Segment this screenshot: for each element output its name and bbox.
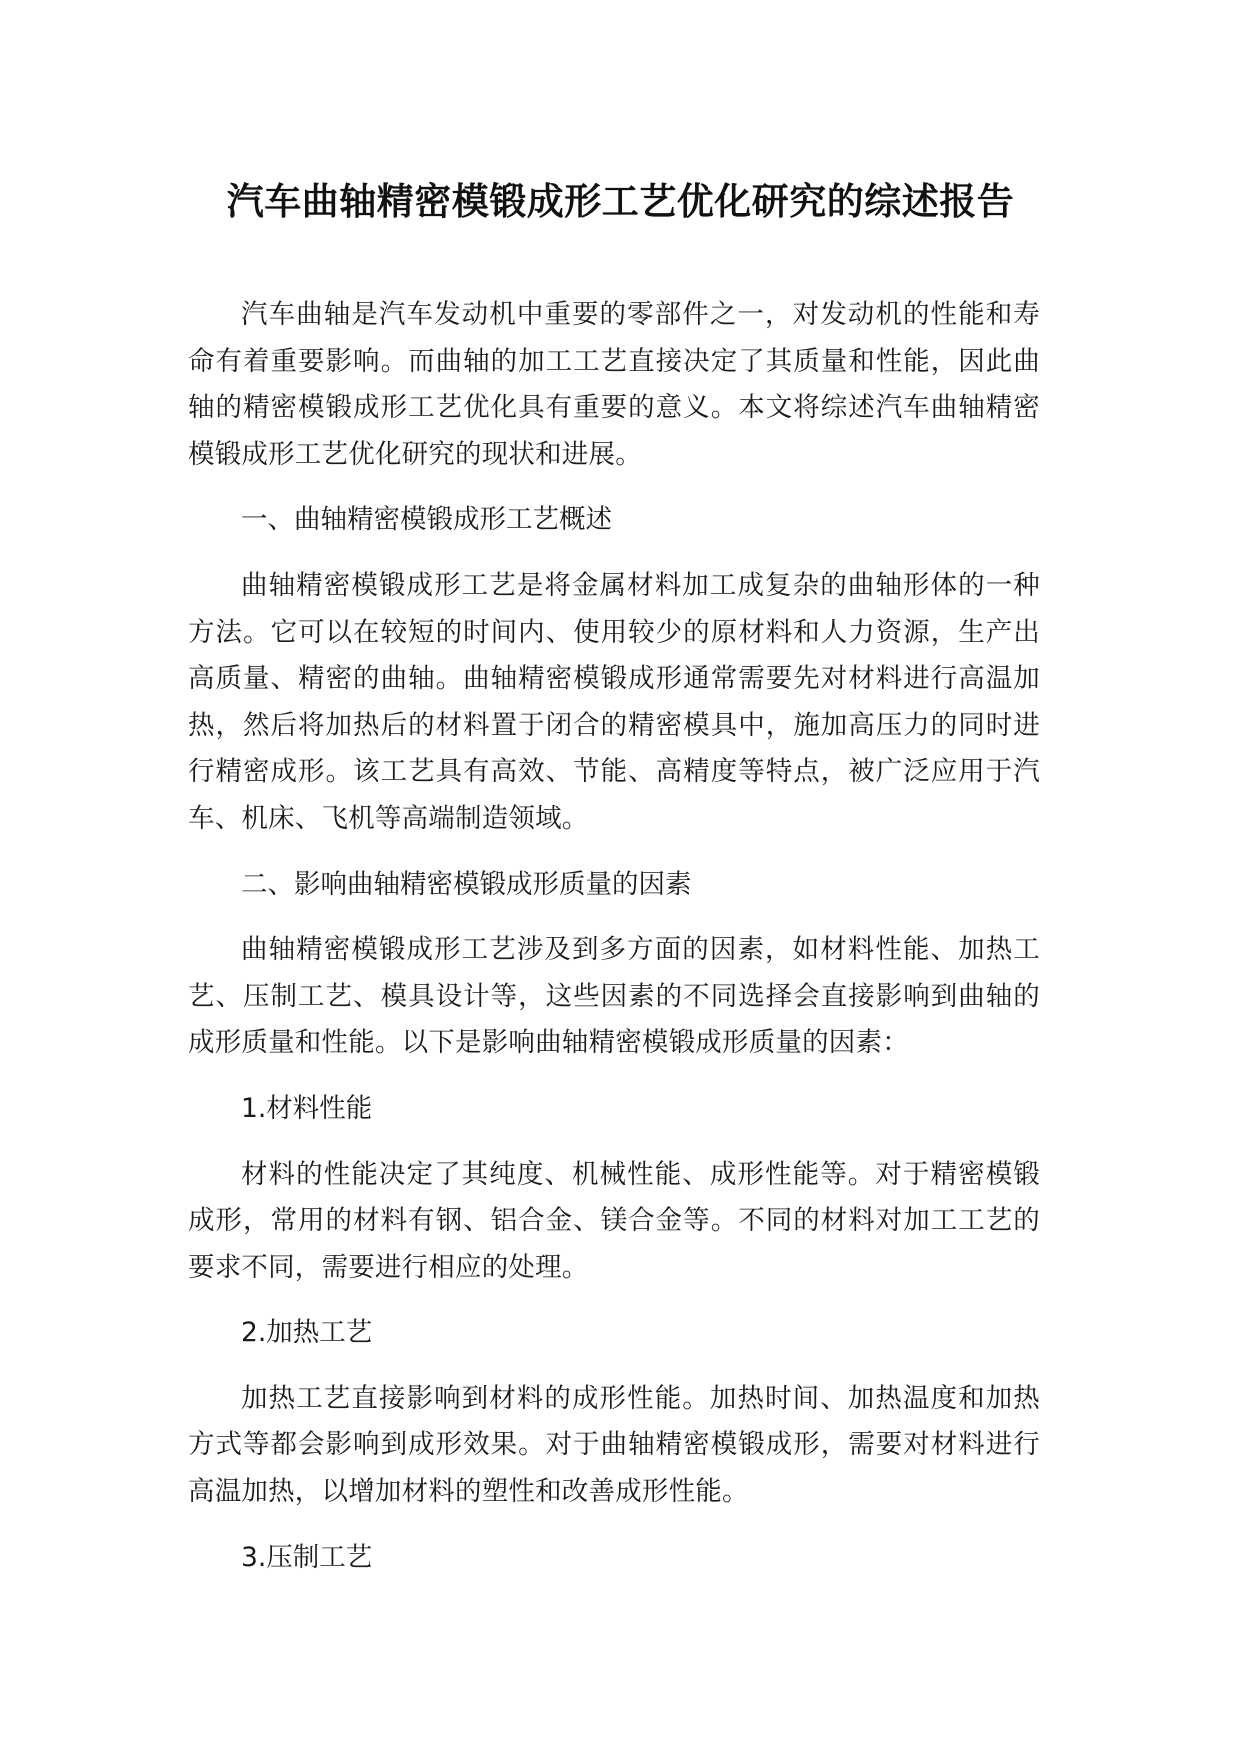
document-body — [188, 292, 1040, 1581]
section-heading-overview: 一、曲轴精密模锻成形工艺概述 — [241, 504, 612, 536]
paragraph-factors: 曲轴精密模锻成形工艺涉及到多方面的因素，如材料性能、加热工艺、压制工艺、模具设计等，这些因素的不同选择会直接影响到曲轴的成形质量和性能。以下是影响曲轴精密模锻成形质量的因素： — [188, 934, 1040, 1059]
paragraph-intro: 汽车曲轴是汽车发动机中重要的零部件之一，对发动机的性能和寿命有着重要影响。而曲轴的加工工艺直接决定了其质量和性能，因此曲轴的精密模锻成形工艺优化具有重要的意义。本文将综述汽车曲轴精密模锻成形工艺优化研究的现状和进展。 — [188, 299, 1040, 470]
paragraph-overview: 曲轴精密模锻成形工艺是将金属材料加工成复杂的曲轴形体的一种方法。它可以在较短的时间内、使用较少的原材料和人力资源，生产出高质量、精密的曲轴。曲轴精密模锻成形通常需要先对材料进行高温加热，然后将加热后的材料置于闭合的精密模具中，施加高压力的同时进行精密成形。该工艺具有高效、节能、高精度等特点，被广泛应用于汽车、机床、飞机等高端制造领域。 — [188, 569, 1040, 834]
section-heading-factors: 二、影响曲轴精密模锻成形质量的因素 — [241, 868, 692, 900]
paragraph-heating: 加热工艺直接影响到材料的成形性能。加热时间、加热温度和加热方式等都会影响到成形效果。对于曲轴精密模锻成形，需要对材料进行高温加热，以增加材料的塑性和改善成形性能。 — [188, 1382, 1040, 1508]
paragraph-material: 材料的性能决定了其纯度、机械性能、成形性能等。对于精密模锻成形，常用的材料有钢、铝合金、镁合金等。不同的材料对加工工艺的要求不同，需要进行相应的处理。 — [188, 1158, 1040, 1283]
document-title: 汽车曲轴精密模锻成形工艺优化研究的综述报告 — [226, 180, 1015, 223]
subheading-heating: 2.加热工艺 — [241, 1317, 373, 1349]
subheading-pressing: 3.压制工艺 — [241, 1541, 373, 1573]
subheading-material: 1.材料性能 — [241, 1092, 373, 1124]
